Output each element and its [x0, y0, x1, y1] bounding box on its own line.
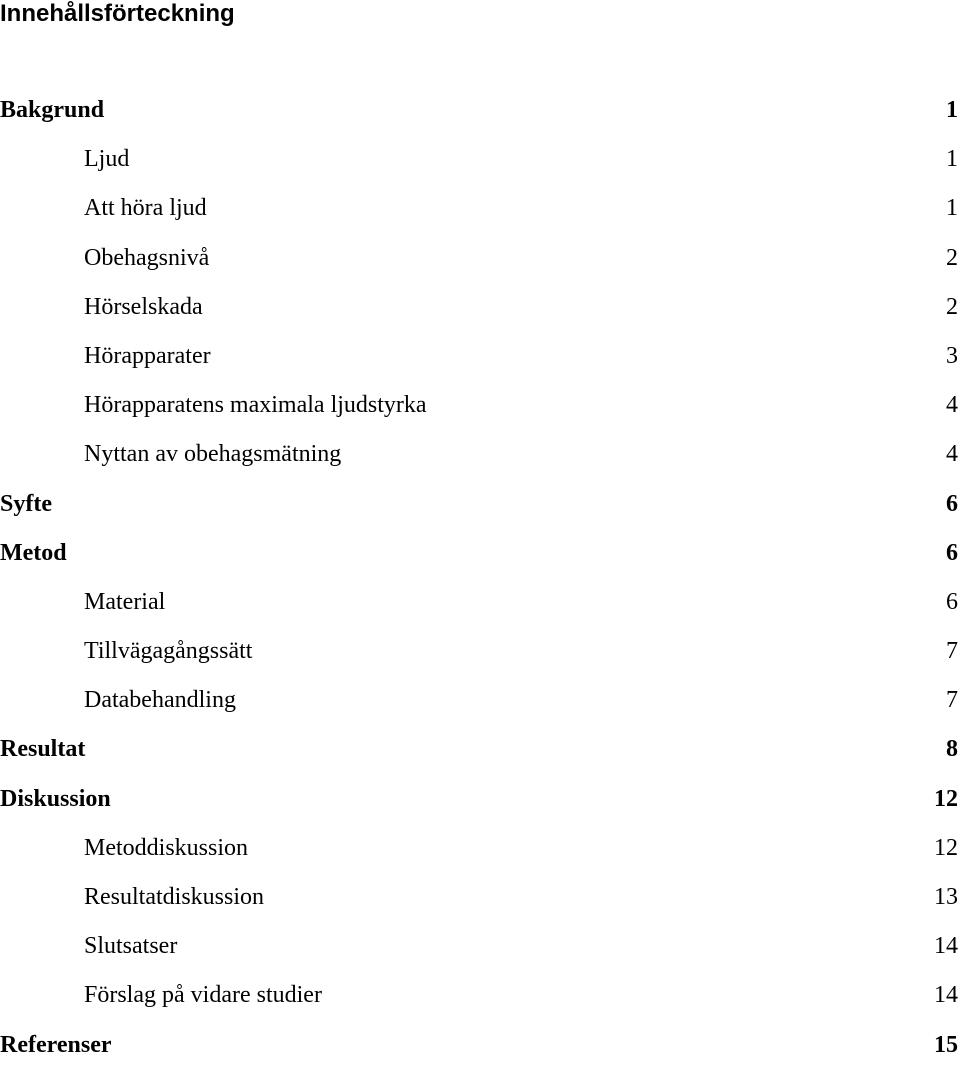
toc-section-entry: [0, 729, 960, 778]
toc-entry-label: Metod: [0, 539, 67, 566]
toc-entry-label: Referenser: [0, 1031, 112, 1058]
toc-entry-label: Metoddiskussion: [84, 834, 249, 861]
toc-entry-label: Att höra ljud: [84, 195, 207, 222]
toc-entry-label: Förslag på vidare studier: [84, 982, 322, 1009]
toc-subsection-entry: [0, 188, 960, 237]
toc-entry-page-number: 4: [946, 392, 958, 419]
toc-entry-page-number: 4: [946, 441, 958, 468]
toc-title: Innehållsförteckning: [0, 0, 235, 27]
toc-entry-page-number: 1: [946, 146, 958, 173]
toc-entry-page-number: 14: [934, 933, 958, 960]
toc-section-entry: [0, 484, 960, 533]
toc-subsection-entry: [0, 877, 960, 926]
toc-entry-label: Hörapparater: [84, 342, 211, 369]
toc-entry-page-number: 7: [946, 638, 958, 665]
toc-entry-page-number: 6: [946, 539, 958, 566]
toc-entry-page-number: 1: [946, 97, 958, 123]
toc-entry-label: Syfte: [0, 490, 52, 517]
toc-entry-label: Tillvägagångssätt: [84, 638, 253, 665]
toc-entry-page-number: 2: [946, 244, 958, 271]
toc-entry-page-number: 2: [946, 293, 958, 320]
toc-section-entry: [0, 90, 960, 139]
toc-entry-page-number: 6: [946, 490, 958, 517]
toc-subsection-entry: [0, 434, 960, 483]
toc-entry-label: Hörselskada: [84, 293, 203, 320]
toc-subsection-entry: [0, 336, 960, 385]
toc-entry-page-number: 6: [946, 588, 958, 615]
toc-section-entry: [0, 779, 960, 828]
toc-entry-label: Resultatdiskussion: [84, 884, 265, 910]
toc-subsection-entry: [0, 139, 960, 188]
toc-entry-page-number: 7: [946, 687, 958, 714]
toc-entry-page-number: 12: [934, 785, 958, 812]
toc-list: [0, 90, 960, 1074]
toc-entry-label: Hörapparatens maximala ljudstyrka: [84, 392, 427, 419]
toc-entry-page-number: 1: [946, 195, 958, 222]
toc-subsection-entry: [0, 975, 960, 1024]
toc-subsection-entry: [0, 287, 960, 336]
toc-subsection-entry: [0, 631, 960, 680]
toc-subsection-entry: [0, 828, 960, 877]
toc-entry-page-number: 13: [934, 884, 958, 910]
toc-section-entry: [0, 533, 960, 582]
toc-entry-label: Resultat: [0, 736, 86, 763]
toc-entry-page-number: 14: [934, 982, 958, 1009]
toc-entry-label: Databehandling: [84, 687, 236, 714]
toc-subsection-entry: [0, 238, 960, 287]
toc-entry-page-number: 3: [946, 342, 958, 369]
toc-entry-label: Material: [84, 588, 166, 615]
toc-entry-label: Obehagsnivå: [84, 244, 210, 271]
toc-entry-label: Ljud: [84, 146, 130, 173]
toc-entry-page-number: 12: [934, 834, 958, 861]
toc-subsection-entry: [0, 680, 960, 729]
toc-entry-label: Bakgrund: [0, 97, 105, 123]
toc-subsection-entry: [0, 926, 960, 975]
toc-entry-page-number: 8: [946, 736, 958, 763]
toc-entry-label: Diskussion: [0, 785, 111, 812]
toc-subsection-entry: [0, 582, 960, 631]
toc-section-entry: [0, 1025, 960, 1074]
toc-entry-page-number: 15: [934, 1031, 958, 1058]
toc-entry-label: Slutsatser: [84, 933, 178, 960]
toc-subsection-entry: [0, 385, 960, 434]
toc-entry-label: Nyttan av obehagsmätning: [84, 441, 342, 468]
